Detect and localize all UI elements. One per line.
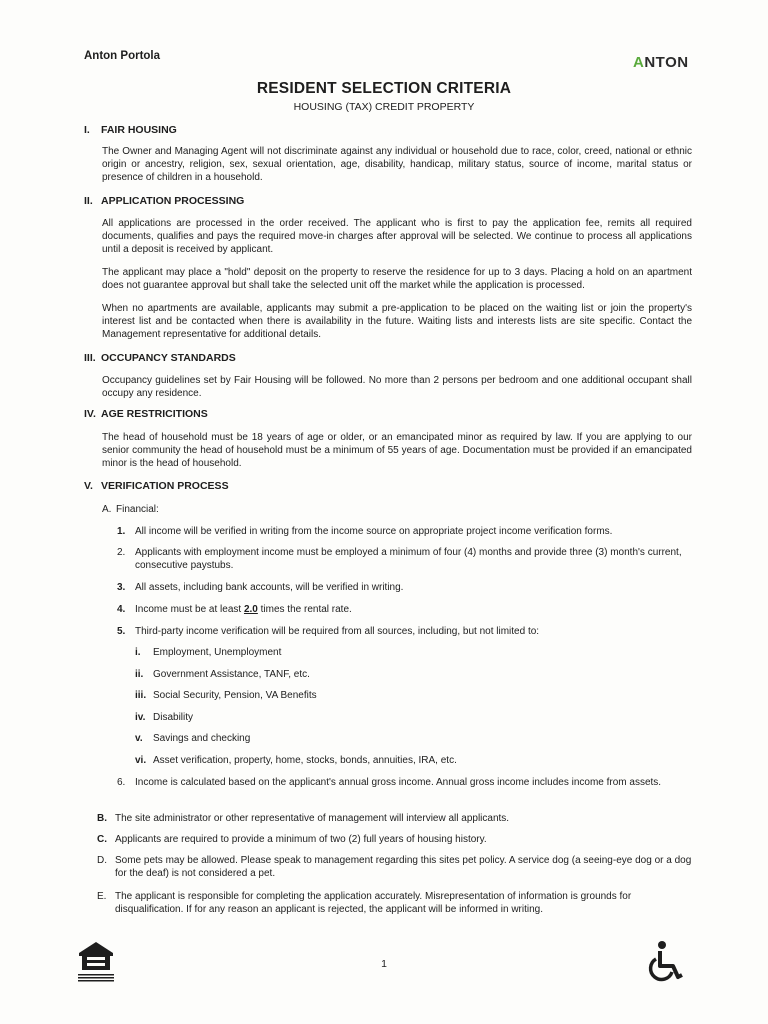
verification-item-e: E. The applicant is responsible for completing the application accurately. Misrepresentation of information is grounds for disqualification. If for any reason an applicant is rejected, the applicant will be informed in writing. [97, 891, 632, 915]
age-restrictions-text: The head of household must be 18 years of age or older, or an emancipated minor as required by law. If you are applying to our senior community the head of household must be a minimum of 55 years of age. Documentation must be provided if an emancipated minor is the head of household. [102, 432, 692, 469]
financial-item: 4. Income must be at least 2.0 times the rental rate. [117, 604, 352, 615]
financial-subheading: A. Financial: [102, 504, 159, 515]
income-source-item: iii. Social Security, Pension, VA Benefits [135, 690, 317, 701]
verification-item-b: B. The site administrator or other representative of management will interview all applicants. [97, 813, 510, 824]
company-name: Anton Portola [84, 50, 161, 62]
verification-item-d: D. Some pets may be allowed. Please speak to management regarding this sites pet policy. A service dog (a seeing-eye dog or a dog for the deaf) is not considered a pet. [97, 855, 692, 879]
financial-item: 6. Income is calculated based on the applicant's annual gross income. Annual gross income includes income from assets. [117, 777, 662, 788]
income-source-item: vi. Asset verification, property, home, stocks, bonds, annuities, IRA, etc. [135, 755, 457, 766]
financial-item: 3. All assets, including bank accounts, will be verified in writing. [117, 582, 404, 593]
fair-housing-text: The Owner and Managing Agent will not discriminate against any individual or household due to race, color, creed, national or ethnic origin or ancestry, religion, sex, sexual orientation, age, disability, handicap, military status, source of income, marital status or presence of children in a household. [102, 146, 692, 183]
wheelchair-accessible-icon [645, 940, 685, 984]
section-heading-verification-process: V. VERIFICATION PROCESS [84, 480, 229, 492]
page-subtitle: HOUSING (TAX) CREDIT PROPERTY [293, 101, 475, 113]
anton-logo: ANTON [633, 54, 689, 71]
income-source-item: ii. Government Assistance, TANF, etc. [135, 669, 310, 680]
verification-item-c: C. Applicants are required to provide a minimum of two (2) full years of housing history. [97, 834, 487, 845]
income-source-item: v. Savings and checking [135, 733, 251, 744]
page-number: 1 [381, 958, 387, 970]
financial-item: 2. Applicants with employment income must be employed a minimum of four (4) months and provide three (3) month's current, consecutive paystubs. [117, 547, 682, 571]
section-heading-occupancy-standards: III. OCCUPANCY STANDARDS [84, 352, 236, 364]
occupancy-text: Occupancy guidelines set by Fair Housing will be followed. No more than 2 persons per bedroom and one additional occupant shall occupy any residence. [102, 375, 692, 399]
section-heading-fair-housing: I. FAIR HOUSING [84, 124, 177, 136]
application-paragraph-1: All applications are processed in the order received. The applicant who is first to pay the application fee, remits all required documents, qualifies and pays the required move-in charges after approval will be selected. We continue to process all applications until a deposit is received by applicant. [102, 218, 692, 255]
page-title: RESIDENT SELECTION CRITERIA [256, 80, 512, 97]
section-heading-application-processing: II. APPLICATION PROCESSING [84, 195, 245, 207]
application-paragraph-3: When no apartments are available, applicants may submit a pre-application to be placed on the waiting list or join the property's interest list and be contacted when there is availability in the future. Waiting lists and interests lists are site specific. Contact the Management representative for additional details. [102, 303, 692, 340]
financial-item: 5. Third-party income verification will be required from all sources, including, but not limited to: [117, 626, 540, 637]
financial-item: 1. All income will be verified in writing from the income source on appropriate project income verification forms. [117, 526, 613, 537]
application-paragraph-2: The applicant may place a "hold" deposit on the property to reserve the residence for up to 3 days. Placing a hold on an apartment does not guarantee approval but shall take the selected unit off the market while the application is processed. [102, 267, 692, 291]
income-source-item: i. Employment, Unemployment [135, 647, 282, 658]
section-heading-age-restrictions: IV. AGE RESTRICITIONS [84, 408, 208, 420]
income-source-item: iv. Disability [135, 712, 194, 723]
